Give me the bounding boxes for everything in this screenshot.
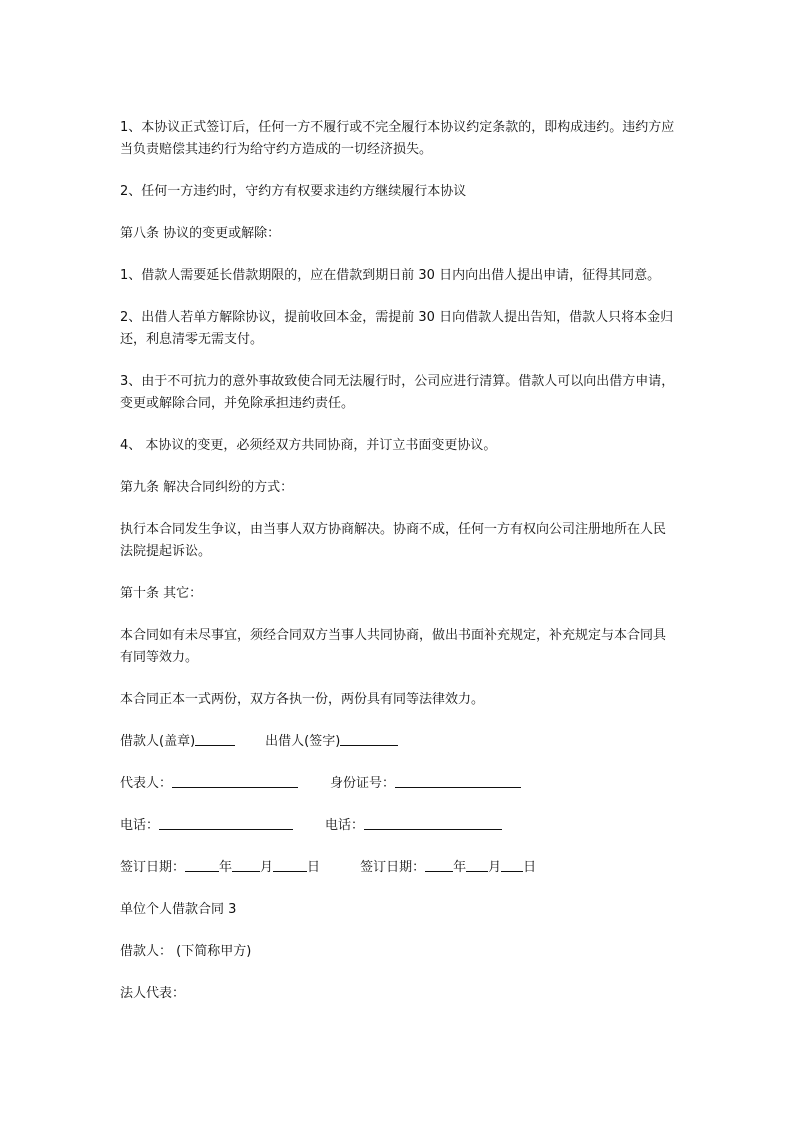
day-label: 日 [307, 860, 321, 875]
copies-clause: 本合同正本一式两份，双方各执一份，两份具有同等法律效力。 [120, 692, 485, 707]
article-8-item-2: 2、出借人若单方解除协议，提前收回本金，需提前 30 日向借款人提出告知，借款人只将本金归还，利息清零无需支付。 [120, 310, 674, 347]
phone-label-1: 电话： [120, 818, 160, 833]
month-label: 月 [260, 860, 274, 875]
borrower-seal-blank [195, 731, 235, 746]
month-label-2: 月 [488, 860, 502, 875]
phone-blank-2 [364, 815, 502, 830]
phone-blank-1 [159, 815, 293, 830]
signature-row-rep [120, 773, 676, 795]
article-8-item-4: 4、 本协议的变更，必须经双方共同协商，并订立书面变更协议。 [120, 438, 497, 453]
article-9-heading: 第九条 解决合同纠纷的方式： [120, 480, 294, 495]
year-label: 年 [219, 860, 233, 875]
signature-row-phone [120, 815, 676, 837]
article-10-text: 本合同如有未尽事宜，须经合同双方当事人共同协商，做出书面补充规定，补充规定与本合同具有同等效力。 [120, 628, 667, 665]
lender-sign-label: 出借人(签字) [265, 734, 341, 749]
date-label-2: 签订日期： [360, 860, 426, 875]
id-number-blank [395, 773, 521, 788]
clause-breach-1: 1、本协议正式签订后，任何一方不履行或不完全履行本协议约定条款的，即构成违约。违约方应当负责赔偿其违约行为给守约方造成的一切经济损失。 [120, 120, 675, 157]
rep-label: 代表人： [120, 776, 173, 791]
article-8-item-1: 1、借款人需要延长借款期限的，应在借款到期日前 30 日内向出借人提出申请，征得其同意。 [120, 268, 661, 283]
article-9-text: 执行本合同发生争议，由当事人双方协商解决。协商不成，任何一方有权向公司注册地所在人民法院提起诉讼。 [120, 522, 667, 559]
lender-sign-blank [340, 731, 398, 746]
signature-row-date [120, 857, 676, 879]
article-8-heading: 第八条 协议的变更或解除： [120, 226, 281, 241]
id-number-label: 身份证号： [330, 776, 396, 791]
next-contract-title: 单位个人借款合同 3 [120, 902, 237, 917]
rep-blank [172, 773, 298, 788]
article-10-heading: 第十条 其它： [120, 586, 203, 601]
clause-breach-2: 2、任何一方违约时，守约方有权要求违约方继续履行本协议 [120, 184, 467, 199]
next-legal-rep-line: 法人代表： [120, 986, 186, 1001]
day-label-2: 日 [523, 860, 537, 875]
date-label-1: 签订日期： [120, 860, 186, 875]
year-label-2: 年 [453, 860, 467, 875]
borrower-seal-label: 借款人(盖章) [120, 734, 196, 749]
document-body [120, 117, 676, 1025]
phone-label-2: 电话： [325, 818, 365, 833]
article-8-item-3: 3、由于不可抗力的意外事故致使合同无法履行时，公司应进行清算。借款人可以向出借方申请，变更或解除合同，并免除承担违约责任。 [120, 374, 675, 411]
next-borrower-line: 借款人： (下简称甲方) [120, 944, 252, 959]
signature-row-seal [120, 731, 676, 753]
